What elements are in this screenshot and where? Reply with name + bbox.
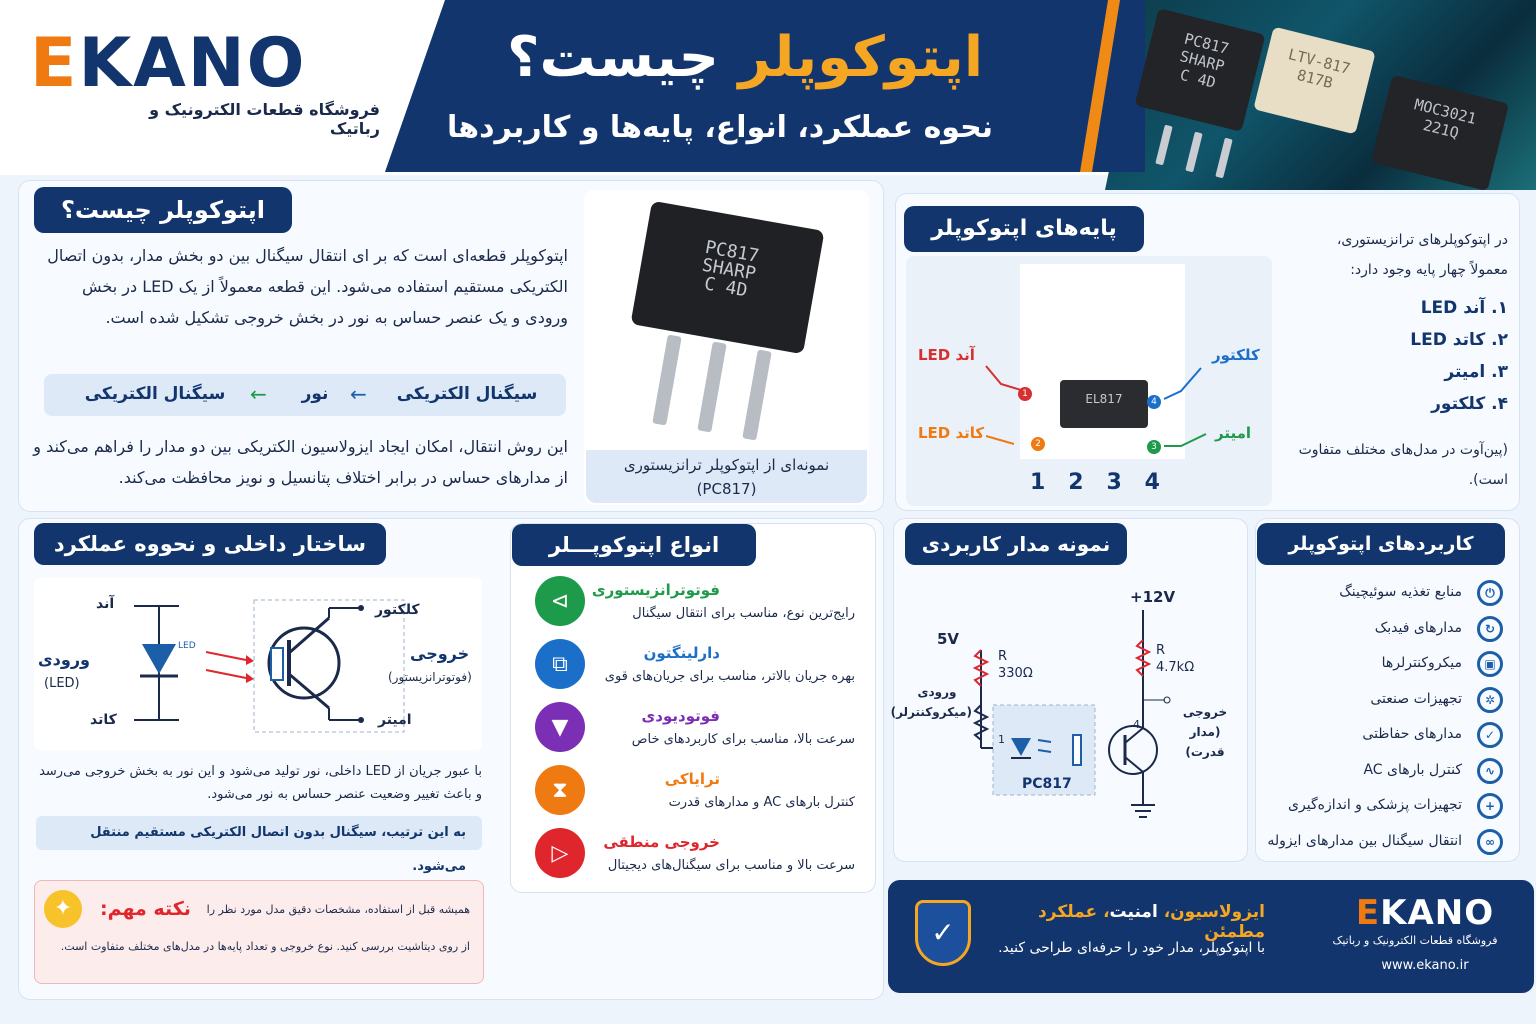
flow-arrow-icon: ← [350, 382, 367, 406]
pins-list-item: ۴. کلکتور [1431, 394, 1508, 414]
pins-intro: در اپتوکوپلرهای ترانزیستوری، معمولاً چهار پایه وجود دارد: [1336, 232, 1508, 278]
circuit-output-label: خروجی (مدار قدرت) [1182, 705, 1228, 759]
important-note-box [34, 880, 484, 984]
footer-logo[interactable]: EKANO [1355, 893, 1495, 933]
header-chip-ltv817: LTV-817 817B [1253, 27, 1375, 135]
pin-leader-lines [906, 256, 1272, 506]
pin-dot-2: 2 [1031, 437, 1045, 451]
label-anode: آند [96, 596, 115, 612]
header-chip-moc3021: MOC3021 221Q [1371, 75, 1509, 191]
circuit-pin-4: 4 [1133, 718, 1140, 731]
type-description: بهره جریان بالاتر، مناسب برای جریان‌های قوی [604, 669, 855, 684]
pin-label-cathode: کاتد LED [918, 424, 985, 442]
pins-heading: پایه‌های اپتوکوپلر [904, 206, 1144, 252]
application-item: منابع تغذیه سوئیچینگ [1339, 584, 1462, 600]
type-icon: ⧗ [535, 765, 585, 815]
application-item: مدارهای فیدبک [1374, 619, 1462, 636]
application-item: تجهیزات پزشکی و اندازه‌گیری [1288, 797, 1462, 813]
circuit-heading: نمونه مدار کاربردی [905, 523, 1127, 565]
circuit-5v: 5V [937, 630, 960, 648]
pin-label-anode: آند LED [918, 346, 975, 364]
footer-title-part: امنیت [1109, 902, 1158, 922]
lightbulb-icon: ✦ [44, 890, 82, 928]
pins-list-item: ۳. امیتر [1444, 362, 1508, 382]
type-description: رایج‌ترین نوع، مناسب برای انتقال سیگنال [632, 606, 855, 621]
header-chip-pc817: PC817 SHARP C 4D [1135, 8, 1266, 132]
what-is-paragraph: اپتوکوپلر قطعه‌ای است که بر ای انتقال سیگنال بین دو بخش مدار، بدون اتصال الکتریکی مستقیم استفاده می‌شود. این قطعه معمولاً از یک LED در بخش ورودی و یک عنصر حساس به نور در بخش خروجی تشکیل شده است. [47, 246, 568, 327]
footer-website-link[interactable]: www.ekano.ir [1381, 958, 1469, 973]
note-title: نکته مهم: [100, 898, 191, 920]
flow-arrow-icon: ← [250, 382, 267, 406]
pin-numbers [1030, 470, 1160, 495]
flow-step-1: سیگنال الکتریکی [396, 384, 538, 404]
pins-note: (پین‌آوت در مدل‌های مختلف متفاوت است). [1298, 442, 1508, 488]
pin-number: 1 [1030, 470, 1046, 495]
flow-step-2: نور [301, 384, 329, 404]
footer-line: با اپتوکوپلر، مدار خود را حرفه‌ای طراحی کنید. [998, 940, 1265, 956]
circuit-12v: +12V [1130, 588, 1176, 606]
type-icon: ▷ [535, 828, 585, 878]
pins-list-item: ۱. آند LED [1420, 298, 1508, 318]
type-icon: ⊳ [535, 576, 585, 626]
type-description: کنترل بارهای AC و مدارهای قدرت [668, 795, 855, 810]
label-output-sub: (فوتوترانزیستور) [388, 670, 472, 684]
structure-description: با عبور جریان از LED داخلی، نور تولید می‌شود و این نور به بخش خروجی می‌رسد و باعث تغییر وضعیت عنصر حساس به نور می‌شود. [39, 764, 482, 802]
type-description: سرعت بالا، مناسب برای کاربردهای خاص [631, 732, 855, 747]
pin-dot-3: 3 [1147, 440, 1161, 454]
structure-conclusion: به این ترتیب، سیگنال بدون اتصال الکتریکی مستقیم منتقل می‌شود. [36, 816, 482, 850]
structure-heading: ساختار داخلی و نحووه عملکرد [34, 523, 386, 565]
what-is-paragraph-2: این روش انتقال، امکان ایجاد ایزولاسیون الکتریکی بین دو مدار را فراهم می‌کند و از مدارهای حساس در برابر اختلاف پتانسیل و نویز محافظت می‌کند. [33, 437, 568, 487]
type-icon: ▼ [535, 702, 585, 752]
footer-title-part: ایزولاسیون، [1157, 902, 1265, 922]
circuit-r1: R 330Ω [998, 649, 1033, 681]
flow-step-3: سیگنال الکتریکی [84, 384, 226, 404]
application-item: میکروکنترلرها [1381, 655, 1462, 671]
label-input-sub: (LED) [44, 676, 80, 691]
footer-title-part: ، عملکرد مطمئن [1038, 902, 1265, 942]
photo-caption: نمونه‌ای از اپتوکوپلر ترانزیستوری (PC817) [586, 450, 867, 503]
apps-heading: کاربردهای اپتوکوپلر [1257, 523, 1505, 565]
application-icon: ⏻ [1477, 580, 1503, 606]
shield-check-icon: ✓ [915, 900, 971, 966]
application-item: انتقال سیگنال بین مدارهای ایزوله [1267, 832, 1462, 849]
application-item: تجهیزات صنعتی [1370, 690, 1462, 707]
pins-list [1296, 292, 1508, 420]
type-description: سرعت بالا و مناسب برای سیگنال‌های دیجیتال [607, 858, 855, 873]
type-title: دارلینگتون [643, 644, 720, 662]
pin-label-collector: کلکتور [1212, 346, 1260, 364]
logo-subtitle: فروشگاه قطعات الکترونیک و رباتیک [149, 100, 380, 138]
application-icon: ✲ [1477, 687, 1503, 713]
pin-number: 4 [1144, 470, 1160, 495]
page-title: اپتوکوپلر چیست؟ [506, 25, 984, 90]
application-icon: ▣ [1477, 651, 1503, 677]
footer-logo-subtitle: فروشگاه قطعات الکترونیک و رباتیک [1332, 934, 1498, 947]
pins-list-item: ۲. کاتد LED [1410, 330, 1508, 350]
type-icon: ⧉ [535, 639, 585, 689]
type-title: ترایاکی [664, 770, 720, 788]
label-collector: کلکتور [375, 602, 420, 618]
pin-dot-4: 4 [1147, 395, 1161, 409]
circuit-r2: R 4.7kΩ [1156, 643, 1195, 675]
what-is-heading: اپتوکوپلر چیست؟ [34, 187, 292, 233]
chip-label: EL817 [1085, 392, 1123, 406]
circuit-pin-1: 1 [998, 733, 1005, 746]
application-item: مدارهای حفاظتی [1362, 726, 1462, 742]
note-line-2: از روی دیتاشیت بررسی کنید. نوع خروجی و تعداد پایه‌ها در مدل‌های مختلف متفاوت است. [60, 940, 470, 953]
label-input: ورودی [38, 650, 90, 669]
photo-chip-pc817: PC817 SHARP C 4D [630, 201, 824, 354]
application-item: کنترل بارهای AC [1363, 761, 1462, 778]
label-cathode: کاتد [90, 712, 117, 728]
application-icon: ↻ [1477, 616, 1503, 642]
application-icon: ✓ [1477, 722, 1503, 748]
circuit-input-label: ورودی (میکروکنترلر) [890, 685, 972, 719]
label-led: LED [178, 641, 196, 651]
pin-number: 3 [1106, 470, 1122, 495]
label-output: خروجی [410, 644, 470, 663]
type-title: فوتوترانزیستوری [591, 581, 720, 599]
circuit-part-label: PC817 [1022, 776, 1072, 792]
application-icon: + [1477, 793, 1503, 819]
pin-number: 2 [1068, 470, 1084, 495]
application-icon: ∞ [1477, 829, 1503, 855]
type-title: خروجی منطقی [603, 833, 720, 851]
pin-dot-1: 1 [1018, 387, 1032, 401]
label-emitter: امیتر [378, 712, 412, 728]
footer-title [985, 902, 1265, 942]
ekano-logo[interactable]: EKANO [30, 24, 307, 103]
pin-label-emitter: امیتر [1215, 424, 1252, 442]
type-title: فوتودیودی [641, 707, 720, 725]
note-line-1: همیشه قبل از استفاده، مشخصات دقیق مدل مورد نظر را [206, 903, 470, 916]
application-icon: ∿ [1477, 758, 1503, 784]
types-heading: انواع اپتوکوپـــلر [512, 524, 756, 566]
page-subtitle: نحوه عملکرد، انواع، پایه‌ها و کاربردها [447, 110, 993, 145]
